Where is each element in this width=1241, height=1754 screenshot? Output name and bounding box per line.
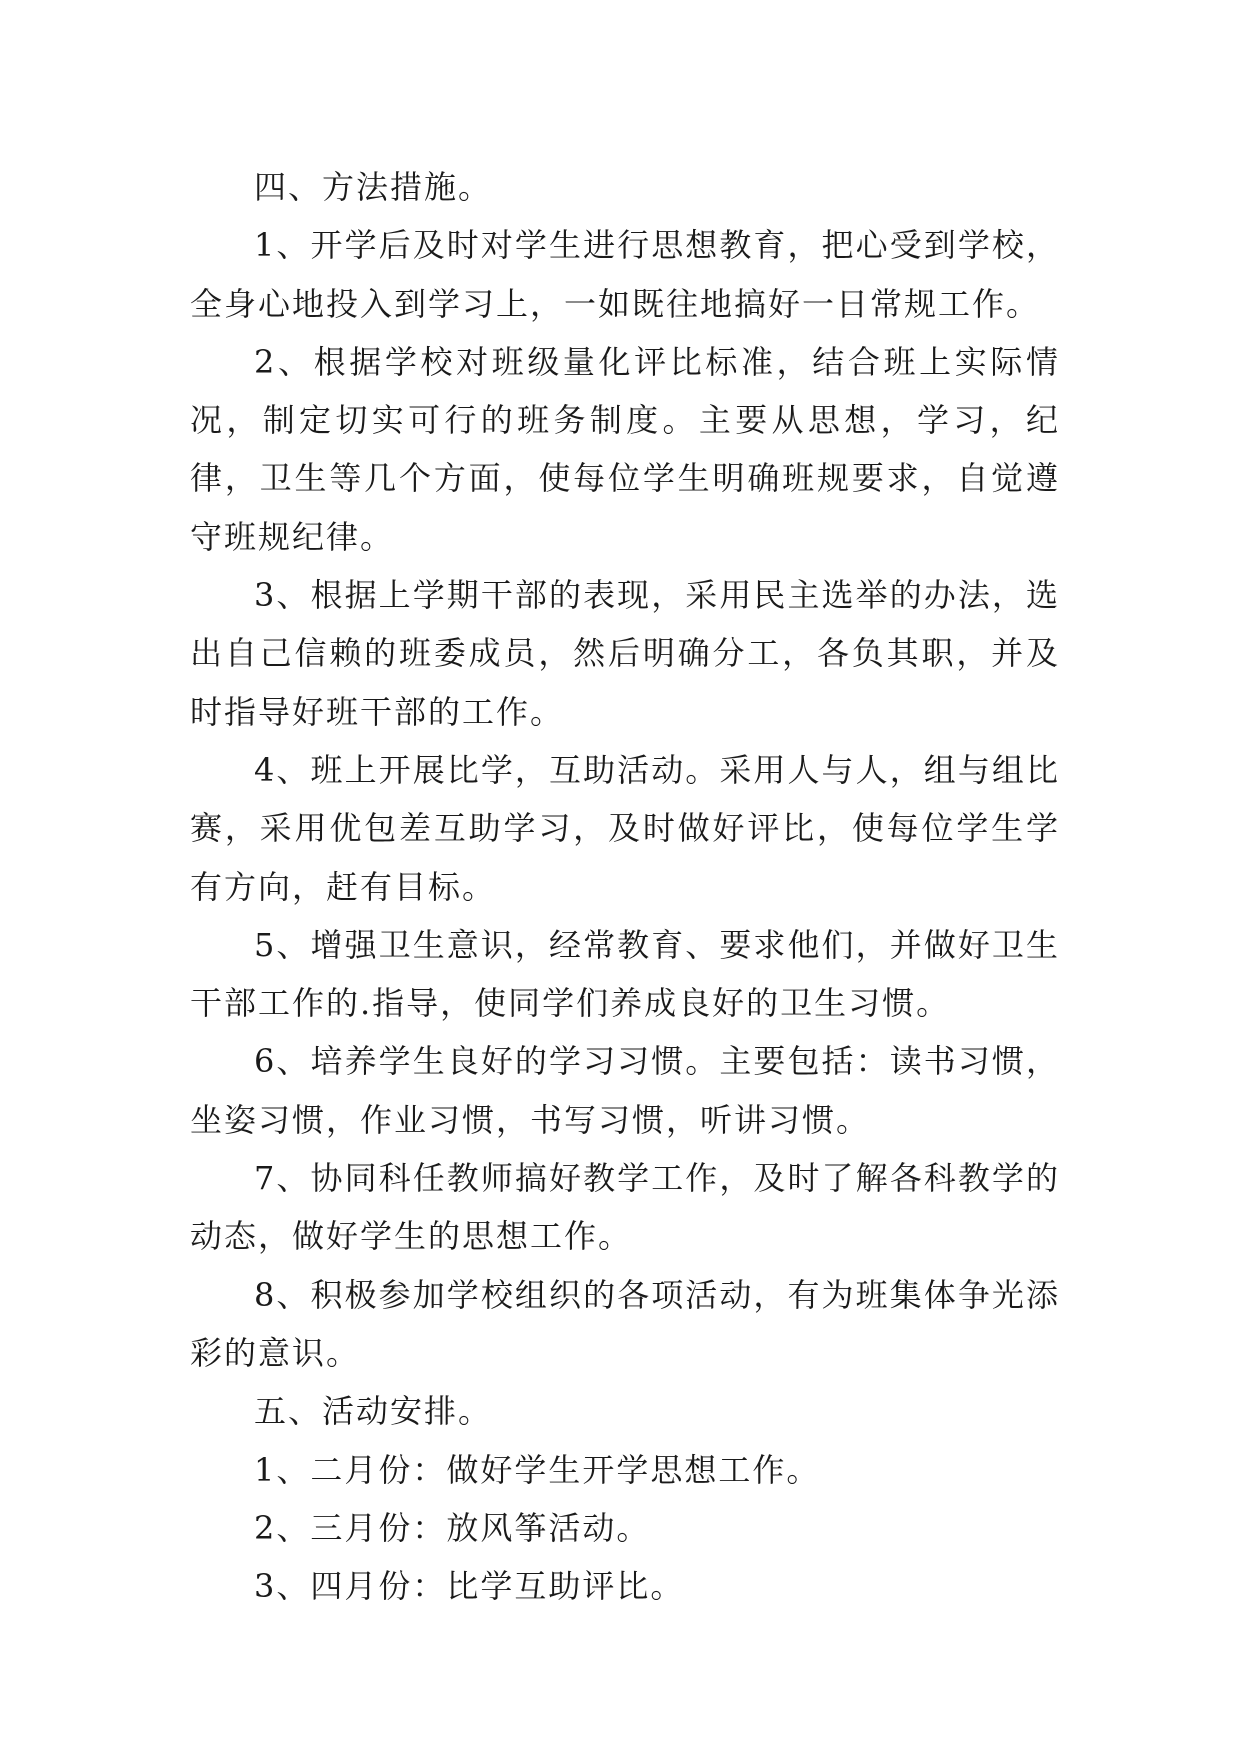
- paragraph-method-6: 6、培养学生良好的学习习惯。主要包括：读书习惯，坐姿习惯，作业习惯，书写习惯，听讲习惯。: [190, 1042, 1060, 1139]
- paragraph-activity-3: 3、四月份：比学互助评比。: [254, 1567, 685, 1606]
- document-body: [190, 158, 1060, 1615]
- paragraph-activity-1: 1、二月份：做好学生开学思想工作。: [254, 1450, 821, 1489]
- paragraph-method-1: 1、开学后及时对学生进行思想教育，把心受到学校，全身心地投入到学习上，一如既往地搞好一日常规工作。: [190, 226, 1060, 323]
- paragraph-method-2: 2、根据学校对班级量化评比标准，结合班上实际情况，制定切实可行的班务制度。主要从思想，学习，纪律，卫生等几个方面，使每位学生明确班规要求，自觉遵守班规纪律。: [190, 342, 1060, 556]
- paragraph-activity-2: 2、三月份：放风筝活动。: [254, 1508, 651, 1547]
- paragraph-method-5: 5、增强卫生意识，经常教育、要求他们，并做好卫生干部工作的.指导，使同学们养成良好的卫生习惯。: [190, 925, 1060, 1023]
- section-heading-activities: 五、活动安排。: [254, 1392, 493, 1431]
- paragraph-method-7: 7、协同科任教师搞好教学工作，及时了解各科教学的动态，做好学生的思想工作。: [190, 1159, 1060, 1256]
- paragraph-method-8: 8、积极参加学校组织的各项活动，有为班集体争光添彩的意识。: [190, 1275, 1060, 1372]
- paragraph-method-4: 4、班上开展比学，互助活动。采用人与人，组与组比赛，采用优包差互助学习，及时做好评比，使每位学生学有方向，赶有目标。: [190, 750, 1060, 906]
- paragraph-method-3: 3、根据上学期干部的表现，采用民主选举的办法，选出自己信赖的班委成员，然后明确分工，各负其职，并及时指导好班干部的工作。: [190, 576, 1060, 731]
- section-heading-methods: 四、方法措施。: [254, 168, 493, 206]
